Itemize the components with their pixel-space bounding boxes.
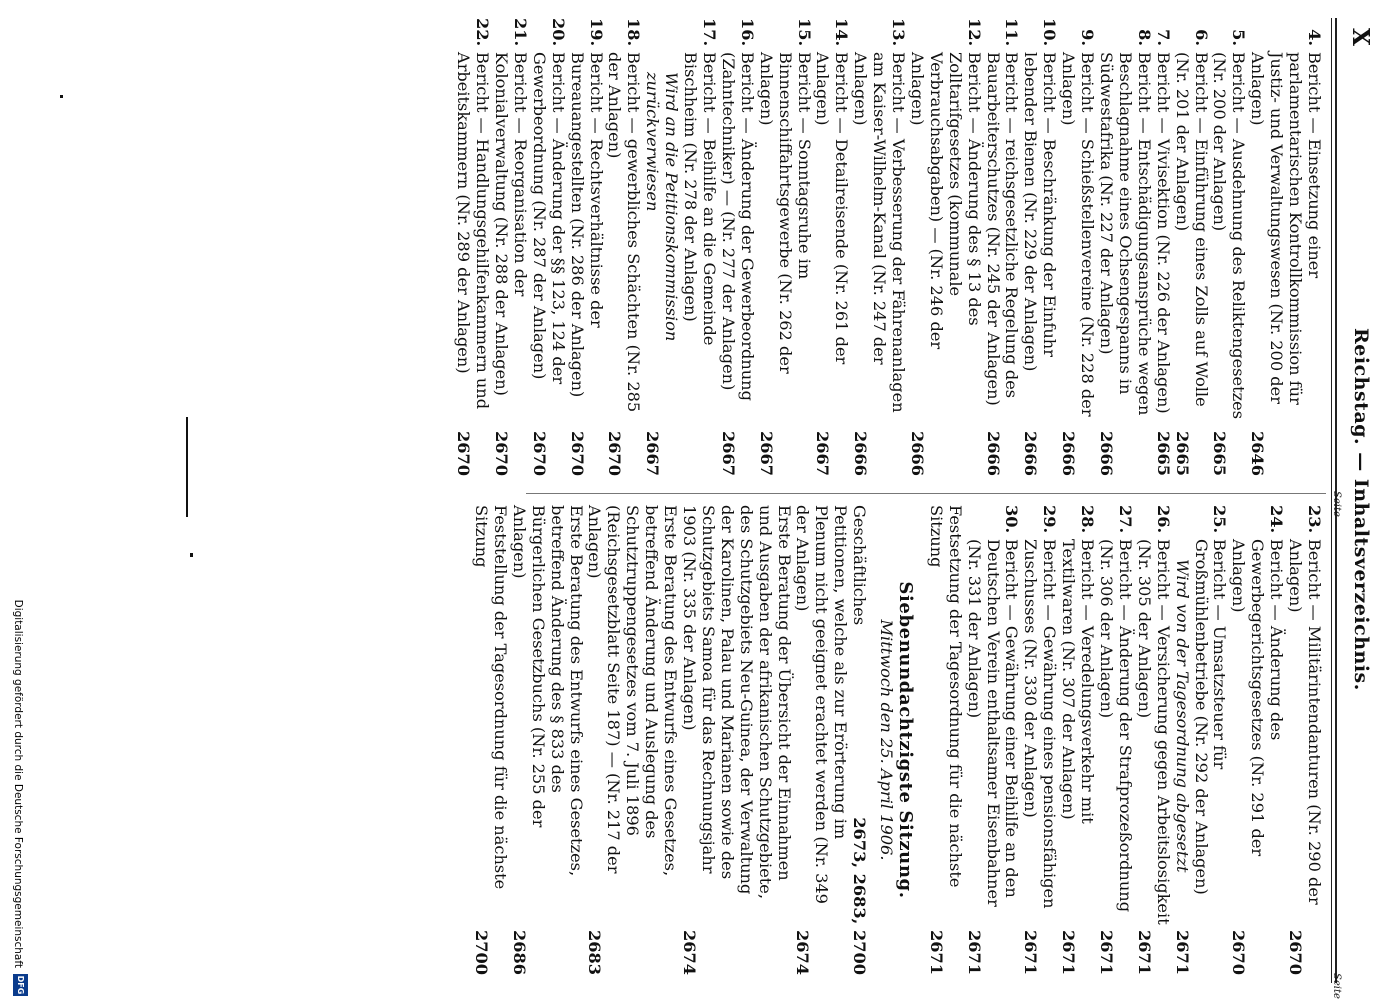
entry-number: 17.	[700, 18, 719, 47]
entry-number: 22.	[473, 18, 493, 47]
session-item-text: Erste Beratung des Entwurfs eines Gesetzes, betreffend Änderung und Auslegung des Schutztruppengesetzes vom 7. Juli 1896 (Reichsgesetzblatt Seite 187) — (Nr. 217 der Anlagen)	[585, 505, 681, 877]
dfg-logo-icon: DFG	[13, 974, 28, 996]
left-column	[453, 18, 1323, 476]
entry-text: Bericht — Änderung des § 13 des Zolltarifgesetzes (kommunale Verbrauchsabgaben) — (Nr. 246 der Anlagen)	[907, 52, 984, 350]
page-ref: 2670	[1286, 929, 1306, 975]
agenda-entry	[926, 505, 964, 975]
entry-text-block	[529, 18, 567, 476]
page-ref: 2700	[472, 929, 492, 975]
entry-text-block	[1247, 18, 1323, 476]
entry-text-block	[567, 18, 605, 476]
entry-text-block	[1096, 18, 1153, 476]
session-item	[509, 505, 585, 975]
entry-text-block	[1021, 18, 1059, 476]
session-item	[585, 505, 680, 975]
page-header	[1331, 28, 1378, 999]
entry-number: 23.	[1305, 505, 1324, 534]
entry-text-block	[642, 18, 718, 476]
entry-text-block	[1285, 505, 1323, 975]
running-title: Reichstag. — Inhaltsverzeichnis.	[1350, 328, 1372, 691]
entry-number: 18.	[624, 18, 644, 47]
page-ref: 2686	[509, 929, 529, 975]
toc-entry	[1134, 505, 1172, 975]
entry-number: 10.	[1040, 18, 1060, 47]
toc-entry	[756, 18, 813, 476]
page-ref: 2673, 2683, 2700	[850, 817, 870, 975]
agenda-text: Festsetzung der Tagesordnung für die nächste Sitzung	[926, 505, 965, 888]
entry-text: Bericht — Gewährung einer Beihilfe an den Deutschen Verein enthaltsamer Eisenbahner (Nr. 331 der Anlagen)	[964, 539, 1022, 907]
toc-entry	[567, 18, 605, 476]
digitization-text: Digitalisierung gefördert durch die Deutsche Forschungsgemeinschaft	[12, 599, 24, 968]
entry-text-block	[1172, 505, 1229, 975]
page-ref: 2670	[492, 430, 512, 476]
page-ref: 2646	[1248, 430, 1268, 476]
page-ref: 2670	[529, 430, 549, 476]
entry-text: Bericht — Einsetzung einer parlamentarischen Kontrollkommission für Justiz- und Verwaltungswesen (Nr. 200 der Anlagen)	[1248, 52, 1324, 405]
entry-number: 27.	[1115, 505, 1135, 534]
session-title: Siebenundachtzigste Sitzung.	[894, 581, 916, 899]
page-ref: 2667	[756, 430, 776, 476]
entry-text-block	[1228, 505, 1285, 975]
entry-text: Bericht — Beihilfe an die Gemeinde Bischheim (Nr. 278 der Anlagen)	[681, 52, 719, 346]
column-divider	[526, 493, 1326, 494]
page-ref: 2665	[1210, 430, 1230, 476]
entry-text: Bericht — Militärintendanturen (Nr. 290 der Anlagen)	[1286, 539, 1324, 905]
page-ref: 2671	[964, 929, 984, 975]
page-ref: 2671	[926, 929, 946, 975]
page-ref: 2670	[454, 430, 474, 476]
toc-entry	[529, 18, 567, 476]
entry-text: Bericht — Änderung der Gewerbeordnung (Zahntechniker) — (Nr. 277 der Anlagen)	[718, 52, 757, 401]
session-item-text: Geschäftliches	[850, 505, 870, 626]
entry-text-block	[964, 505, 1021, 975]
page-ref: 2666	[1097, 430, 1117, 476]
toc-entry	[718, 18, 756, 476]
entry-text: Bericht — Änderung des Gewerbegerichtsgesetzes (Nr. 291 der Anlagen)	[1229, 539, 1287, 857]
page-ref: 2667	[813, 430, 833, 476]
digitization-footer	[5, 0, 33, 1000]
page-ref: 2671	[1059, 929, 1079, 975]
entry-number: 9.	[1078, 29, 1098, 46]
right-column	[471, 505, 1323, 975]
session-item	[679, 505, 792, 975]
seite-label-right: Seite	[1331, 973, 1342, 999]
toc-entry	[1058, 505, 1096, 975]
session-item	[471, 505, 509, 975]
entry-text: Bericht — Verbesserung der Fährenanlagen am Kaiser-Wilhelm-Kanal (Nr. 247 der Anlagen)	[851, 52, 909, 413]
toc-entry	[1058, 18, 1096, 476]
toc-entry	[491, 18, 529, 476]
entry-text-block	[605, 18, 643, 476]
entry-text-block	[718, 18, 756, 476]
entry-number: 8.	[1134, 29, 1154, 46]
page-ref: 2667	[718, 430, 738, 476]
session-date: Mittwoch den 25. April 1906.	[877, 619, 897, 861]
entry-text: Bericht — Gewährung eines pensionsfähigen Zuschusses (Nr. 330 der Anlagen)	[1021, 539, 1060, 909]
entry-number: 5.	[1229, 29, 1249, 46]
entry-text-block	[1210, 18, 1248, 476]
entry-text-block	[1021, 505, 1059, 975]
entry-text: Bericht — Detailreisende (Nr. 261 der Anlagen)	[813, 52, 852, 365]
entry-number: 21.	[510, 18, 530, 47]
entry-text: Bericht — Versicherung gegen Arbeitslosigkeit (Nr. 305 der Anlagen)	[1134, 539, 1173, 925]
toc-entry	[1153, 18, 1172, 476]
page-ref: 2666	[1059, 430, 1079, 476]
session-item	[849, 505, 868, 975]
page-ref: 2671	[1021, 929, 1041, 975]
entry-note: Wird von der Tagesordnung abgesetzt	[1172, 559, 1192, 873]
toc-entry	[605, 18, 643, 476]
entry-text: Bericht — Handlungsgehilfenkammern und Arbeitskammern (Nr. 289 der Anlagen)	[454, 52, 493, 410]
page-ref: 2666	[983, 430, 1003, 476]
entry-text-block	[983, 18, 1021, 476]
entry-text: Bericht — Rechtsverhältnisse der Bureauangestellten (Nr. 286 der Anlagen)	[567, 52, 606, 398]
entry-text: Bericht — Änderung der Strafprozeßordnung (Nr. 306 der Anlagen)	[1097, 539, 1135, 913]
entry-number: 29.	[1040, 505, 1060, 534]
toc-entry	[642, 18, 718, 476]
page-number: X	[1347, 28, 1374, 46]
toc-entry	[1228, 505, 1285, 975]
entry-number: 28.	[1078, 505, 1098, 534]
entry-text: Bericht — Reorganisation der Kolonialverwaltung (Nr. 288 der Anlagen)	[492, 52, 530, 396]
entry-text-block	[491, 18, 529, 476]
entry-number: 25.	[1210, 505, 1230, 534]
entry-text: Bericht — gewerbliches Schächten (Nr. 285 der Anlagen)	[605, 52, 644, 413]
entry-text: Bericht — Beschränkung der Einfuhr lebender Bienen (Nr. 229 der Anlagen)	[1021, 52, 1060, 372]
toc-entry	[850, 18, 907, 476]
session-item	[793, 505, 850, 975]
entry-number: 30.	[1002, 505, 1022, 534]
entry-text: Bericht — Schießstellenvereine (Nr. 228 der Anlagen)	[1059, 52, 1098, 417]
entry-text: Bericht — Einführung eines Zolls auf Wolle (Nr. 201 der Anlagen)	[1172, 52, 1211, 407]
entry-number: 20.	[548, 18, 568, 47]
entry-text-block	[1172, 18, 1210, 476]
toc-entry	[1021, 505, 1059, 975]
entry-number: 7.	[1153, 29, 1173, 46]
entry-number: 24.	[1267, 505, 1287, 534]
entry-number: 16.	[737, 18, 757, 47]
entry-text-block	[756, 18, 813, 476]
page-ref: 2666	[851, 430, 871, 476]
toc-entry	[1247, 18, 1323, 476]
session-item-text: Petitionen, welche als zur Erörterung im Plenum nicht geeignet erachtet werden (Nr. 349 der Anlagen)	[793, 505, 851, 904]
entry-number: 4.	[1305, 29, 1324, 46]
toc-entry	[1172, 18, 1210, 476]
page-ref: 2671	[1134, 929, 1154, 975]
page-ref: 2671	[1097, 929, 1117, 975]
margin-pencil-mark	[186, 417, 188, 517]
entry-text-block	[453, 18, 491, 476]
toc-entry	[1285, 505, 1323, 975]
session-item-text: Erste Beratung des Entwurfs eines Gesetzes, betreffend Änderung des § 833 des Bürgerlichen Gesetzbuchs (Nr. 255 der Anlagen)	[509, 505, 586, 877]
entry-text: Bericht — Ausdehnung des Reliktengesetzes (Nr. 200 der Anlagen)	[1210, 52, 1249, 420]
entry-note: Wird an die Petitionskommission zurückverwiesen	[643, 72, 682, 342]
toc-entry	[1172, 505, 1229, 975]
entry-text: Bericht — Änderung der §§ 123, 124 der Gewerbeordnung (Nr. 287 der Anlagen)	[529, 52, 568, 385]
entry-text-block	[1134, 505, 1172, 975]
entry-text-block	[1153, 18, 1172, 476]
margin-dot-mark	[190, 553, 193, 557]
toc-entry	[1096, 505, 1134, 975]
entry-number: 12.	[964, 18, 984, 47]
entry-number: 26.	[1153, 505, 1173, 534]
page-ref: 2683	[585, 929, 605, 975]
entry-text-block	[907, 18, 983, 476]
page-ref: 2667	[643, 430, 663, 476]
page-ref: 2665	[1153, 430, 1173, 476]
entry-number: 13.	[889, 18, 909, 47]
page-ref: 2670	[605, 430, 625, 476]
entry-text-block	[1058, 505, 1096, 975]
toc-entry	[964, 505, 1021, 975]
entry-text: Bericht — Entschädigungsansprüche wegen Beschlagnahme eines Ochsengespanns in Südwestafrika (Nr. 227 der Anlagen)	[1097, 52, 1154, 416]
page-ref: 2670	[1229, 929, 1249, 975]
entry-text: Bericht — Umsatzsteuer für Großmühlenbetriebe (Nr. 292 der Anlagen)	[1191, 539, 1230, 895]
toc-entry	[1021, 18, 1059, 476]
seite-label-left: Seite	[1331, 491, 1342, 517]
entry-number: 11.	[1002, 18, 1022, 47]
entry-number: 6.	[1191, 29, 1211, 46]
entry-number: 19.	[586, 18, 606, 47]
entry-text-block	[813, 18, 851, 476]
page-ref: 2665	[1172, 430, 1192, 476]
page-ref: 2666	[1021, 430, 1041, 476]
toc-entry	[453, 18, 491, 476]
toc-entry	[1096, 18, 1153, 476]
entry-text-block	[1058, 18, 1096, 476]
page-ref: 2666	[907, 430, 927, 476]
session-item-text: Erste Beratung der Übersicht der Einnahmen und Ausgaben der afrikanischen Schutzgebiete, des Schutzgebiets Neu-Guinea, der Verwaltung der Karolinen, Palau und Marianen sowie des Schutzgebiets Samoa für das Rechnungsjahr 1903 (Nr. 335 der Anlagen)	[680, 505, 794, 900]
page-ref: 2674	[680, 929, 699, 975]
entry-text-block	[850, 18, 907, 476]
page-ref: 2674	[793, 929, 813, 975]
page-ref: 2670	[567, 430, 587, 476]
entry-number: 15.	[794, 18, 814, 47]
entry-text: Bericht — Vivisektion (Nr. 226 der Anlagen)	[1153, 52, 1173, 414]
toc-entry	[1210, 18, 1248, 476]
entry-text: Bericht — reichsgesetzliche Regelung des Bauarbeiterschutzes (Nr. 245 der Anlagen)	[983, 52, 1022, 406]
entry-text-block	[1096, 505, 1134, 975]
margin-dot-mark-2	[60, 95, 63, 98]
entry-number: 14.	[832, 18, 852, 47]
page-ref: 2671	[1172, 929, 1192, 975]
toc-entry	[813, 18, 851, 476]
entry-text: Bericht — Veredelungsverkehr mit Textilwaren (Nr. 307 der Anlagen)	[1059, 539, 1098, 824]
entry-text: Bericht — Sonntagsruhe im Binnenschiffahrtsgewerbe (Nr. 262 der Anlagen)	[756, 52, 814, 374]
toc-entry	[907, 18, 983, 476]
session-item-text: Feststellung der Tagesordnung für die nächste Sitzung	[472, 505, 510, 890]
toc-entry	[983, 18, 1021, 476]
